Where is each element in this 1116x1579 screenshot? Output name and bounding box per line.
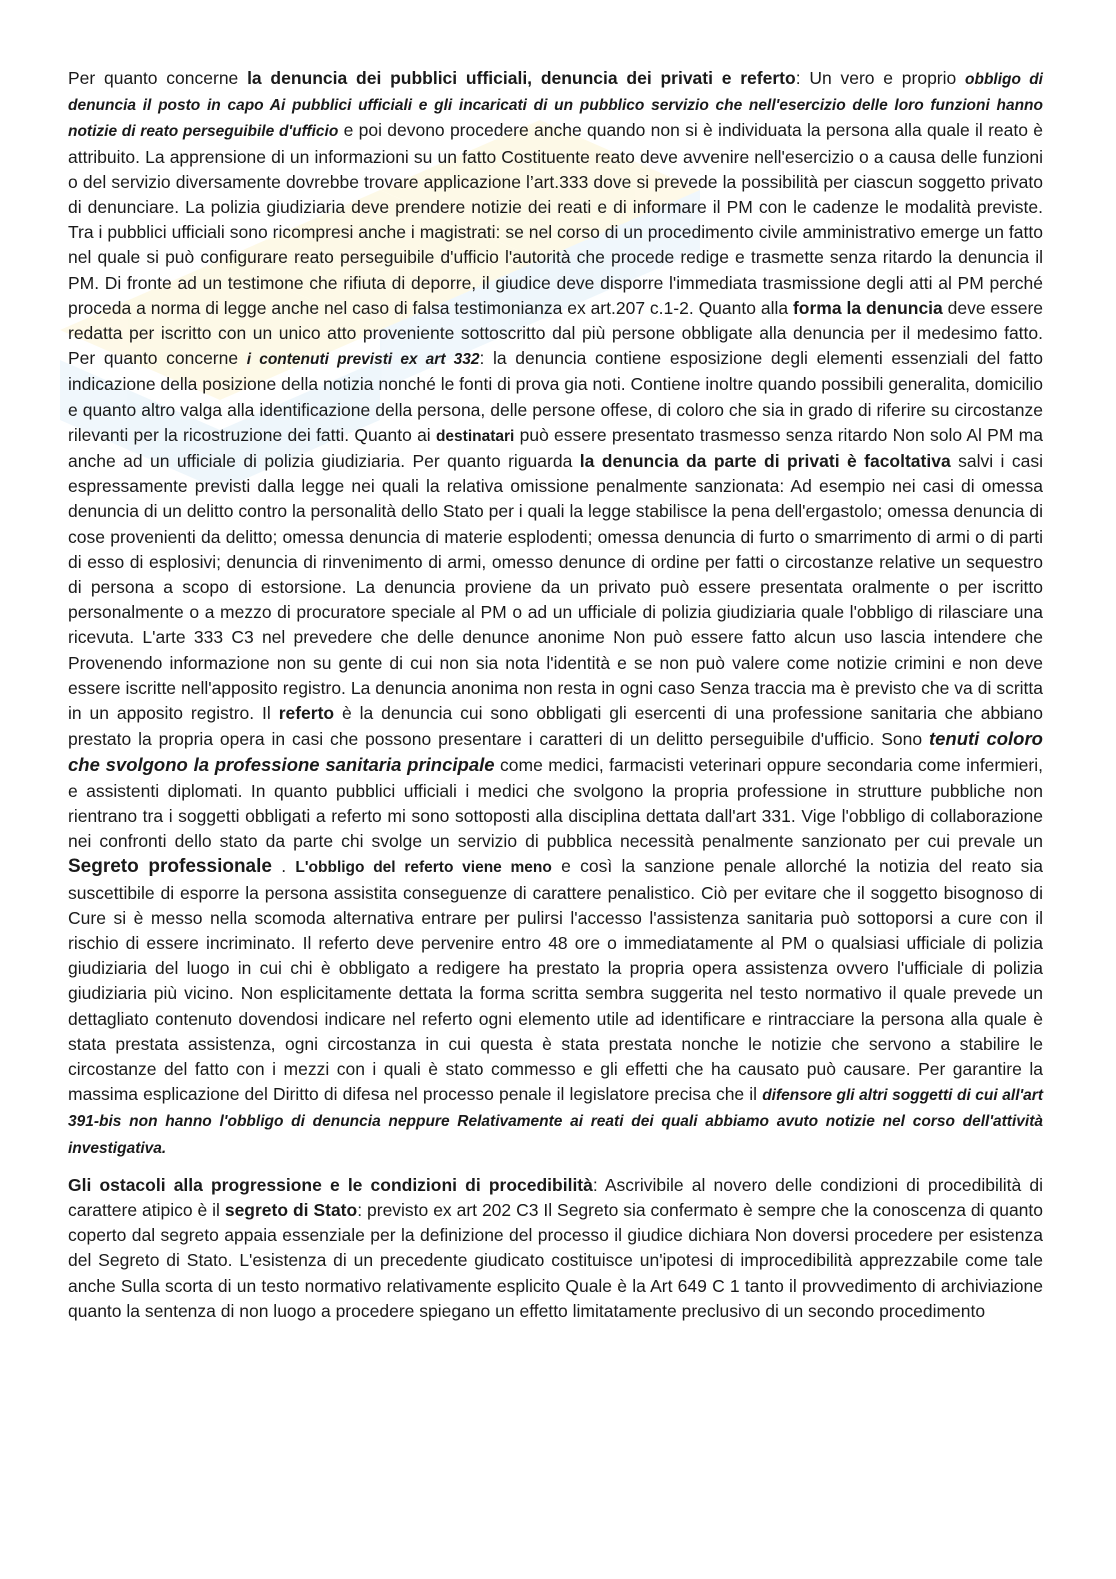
text-run: la denuncia da parte di privati è facoltativa (579, 451, 951, 472)
text-run: deve essere redatta per iscritto con un unico atto proveniente sottoscritto dal più persone obbligate alla denuncia per il medesimo fatto. Per quanto concerne (68, 297, 1044, 369)
text-run: . (271, 856, 296, 877)
text-run: forma la denuncia (792, 297, 943, 318)
text-run: : Un vero e proprio (795, 68, 966, 88)
text-run: e così la sanzione penale allorché la notizia del reato sia suscettibile di esporre la persona assistita conseguenze di carattere penalistico. Ciò per evitare che il soggetto bisognoso di Cure si è messo nella scomoda alternativa entrare per pulirsi l'accesso l'assistenza sanitaria può sottoporsi a cure con il rischio di essere incriminato. Il referto deve pervenire entro 48 ore o immediatamente al PM o qualsiasi ufficiale di polizia giudiziaria del luogo in cui chi è obbligato a redigere ha prestato la propria opera assistenza ovvero l'ufficiale di polizia giudiziaria più vicino. Non esplicitamente dettata la forma scritta sembra suggerita nel testo normativo il quale prevede un dettagliato contenuto dovendosi indicare nel referto ogni elemento utile ad identificare e rintracciare la persona alla quale è stata prestata assistenza, ogni circostanza in cui questa è stata prestata nonche le notizie che servono a stabilire le circostanze del fatto con i mezzi con i quali è stato commesso e gli effetti che ha causato può causare. Per garantire la massima esplicazione del Diritto di difesa nel processo penale il legislatore precisa che il (68, 856, 1044, 1105)
text-run: può essere presentato trasmesso senza ritardo Non solo Al PM ma anche ad un ufficiale di polizia giudiziaria. Per quanto riguarda (68, 424, 1043, 472)
text-run: Gli ostacoli alla progressione e le condizioni di procedibilità (68, 1174, 593, 1195)
text-run: e poi devono procedere anche quando non si è individuata la persona alla quale il reato è attribuito. La apprensione di un informazioni su un fatto Costituente reato deve avvenire nell'esercizio o a causa delle funzioni o del servizio diversamente dovrebbe trovare applicazione l’art.333 dove si prevede la possibilità per ciascun soggetto privato di denunciare. La polizia giudiziaria deve prendere notizie dei reati e di informare il PM con le cadenze le modalità previste. Tra i pubblici ufficiali sono ricompresi anche i magistrati: se nel corso di un procedimento civile amministrativo emerge un fatto nel quale si può configurare reato perseguibile d'ufficio l'autorità che procede redige e trasmette senza ritardo la denuncia il PM. Di fronte ad un testimone che rifiuta di deporre, il giudice deve disporre l'immediata trasmissione degli atti al PM perché proceda a norma di legge anche nel caso di falsa testimonianza ex art.207 c.1-2. Quanto alla (68, 120, 1044, 318)
text-run: : previsto ex art 202 C3 Il Segreto sia confermato è sempre che la conoscenza di quanto coperto dal segreto appaia essenziale per la definizione del processo il giudice dichiara Non doversi procedere per esistenza del Segreto di Stato. L'esistenza di un precedente giudicato costituisce un'ipotesi di improcedibilità apprezzabile come tale anche Sulla scorta di un testo normativo relativamente esplicito Quale è la Art 649 C 1 tanto il provvedimento di archiviazione quanto la sentenza di non luogo a procedere spiegano un effetto limitatamente preclusivo di un secondo procedimento (68, 1199, 1043, 1321)
text-run: obbligo di denuncia il posto in capo Ai pubblici ufficiali e gli incaricati di un pubblico servizio che nell'esercizio delle loro funzioni hanno notizie di reato perseguibile d'ufficio (68, 71, 1043, 141)
text-run: : Ascrivibile al novero delle condizioni di procedibilità di carattere atipico è il (68, 1174, 1044, 1220)
text-run: è la denuncia cui sono obbligati gli esercenti di una professione sanitaria che abbiano prestato la propria opera in casi che possono presentare i caratteri di un delitto perseguibile d'ufficio. Sono (68, 703, 1043, 750)
text-run: salvi i casi espressamente previsti dalla legge nei quali la relativa omissione penalmente sanzionata: Ad esempio nei casi di omessa denuncia di un delitto contro la personalità dello Stato per i quali la legge stabilisce la pena dell'ergastolo; omessa denuncia di cose provenienti da delitto; omessa denuncia di materie esplodenti; omessa denuncia di furto o smarrimento di armi o di parti di esso di esplosivi; denuncia di rinvenimento di armi, omesso denunce di ordine per fatti o circostanze relative un sequestro di persona a scopo di estorsione. La denuncia proviene da un privato può essere presentata oralmente o per iscritto personalmente o a mezzo di procuratore speciale al PM o ad un ufficiale di polizia giudiziaria quale l'obbligo di rilasciare una ricevuta. L'arte 333 C3 nel prevedere che delle denunce anonime Non può essere fatto alcun uso lascia intendere che Provenendo informazione non su gente di cui non sia nota l'identità e se non può valere come notizie crimini e non deve essere iscritte nell'apposito registro. La denuncia anonima non resta in ogni caso Senza traccia ma è previsto che va di scritta in un apposito registro. Il (68, 451, 1043, 724)
text-run: i contenuti previsti ex art 332 (246, 351, 480, 369)
text-run: referto (278, 703, 335, 724)
text-run: L'obbligo del referto viene meno (295, 859, 552, 877)
document-page (68, 66, 1043, 1324)
text-run: la denuncia dei pubblici ufficiali, denuncia dei privati e referto (247, 68, 796, 88)
text-run: Per quanto concerne (68, 68, 248, 88)
paragraph-condizioni-procedibilita (68, 1173, 1043, 1324)
text-run: Segreto professionale (68, 856, 272, 878)
text-run: destinatari (435, 427, 515, 445)
text-run: difensore gli altri soggetti di cui all'art 391-bis non hanno l'obbligo di denuncia neppure Relativamente ai reati dei quali abbiamo avuto notizie nel corso dell'attività investigativa. (68, 1087, 1043, 1157)
text-run: tenuti coloro che svolgono la professione sanitaria principale (68, 728, 1043, 776)
paragraph-denuncia-referto (68, 66, 1043, 1161)
text-run: segreto di Stato (224, 1199, 358, 1220)
text-run: come medici, farmacisti veterinari oppure secondaria come infermieri, e assistenti diplomati. In quanto pubblici ufficiali i medici che svolgono la propria professione in strutture pubbliche non rientrano tra i soggetti obbligati a referto mi sono sottoposti alla disciplina dettata dall'art 331. Vige l'obbligo di collaborazione nei confronti dello stato da parte chi svolge un servizio di pubblica necessità penalmente sanzionato per cui prevale un (68, 755, 1043, 852)
text-run: : la denuncia contiene esposizione degli elementi essenziali del fatto indicazione della posizione della notizia nonché le fonti di prova gia noti. Contiene inoltre quando possibili generalita, domicilio e quanto altro valga alla identificazione della persona, delle persone offese, di coloro che sia in grado di riferire su circostanze rilevanti per la ricostruzione dei fatti. Quanto ai (68, 348, 1043, 445)
